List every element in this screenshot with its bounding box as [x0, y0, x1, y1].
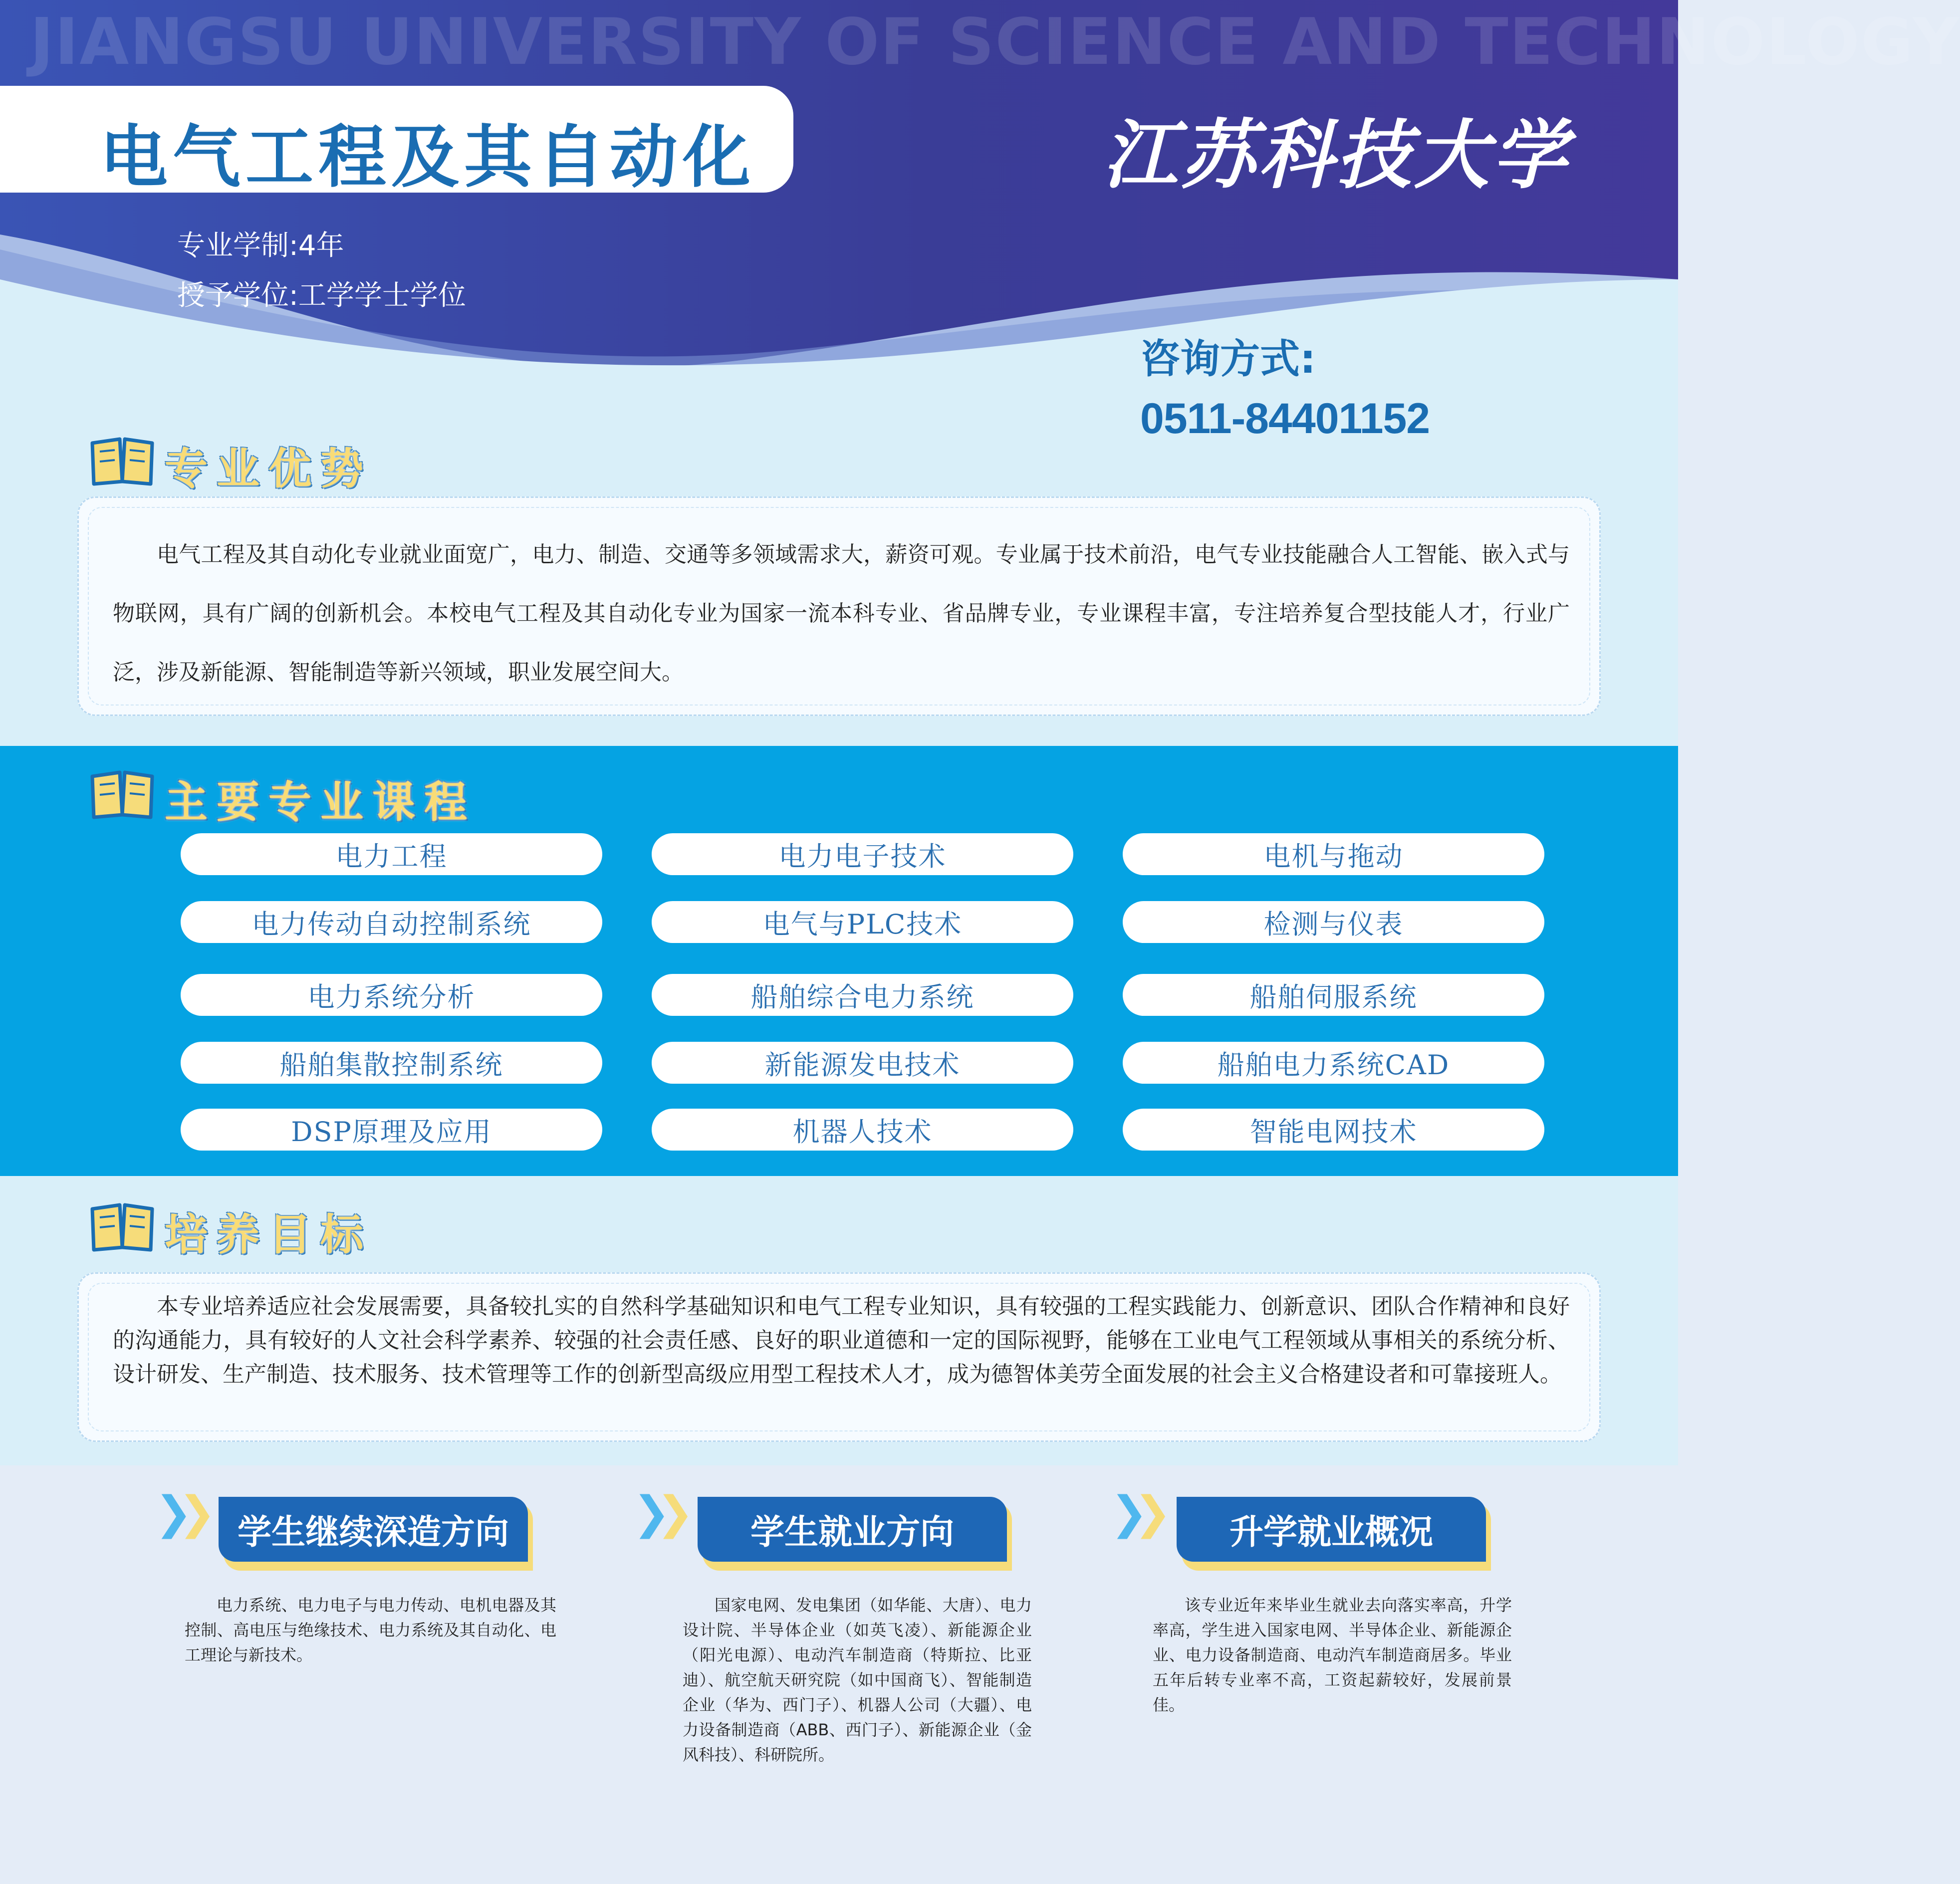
course-item: 电气与PLC技术: [652, 901, 1073, 943]
further-study-text: 电力系统、电力电子与电力传动、电机电器及其控制、高电压与绝缘技术、电力系统及其自动化、电工理论与新技术。: [185, 1596, 556, 1664]
course-item: 船舶伺服系统: [1123, 974, 1544, 1016]
employment-text: 国家电网、发电集团（如华能、大唐）、电力设计院、半导体企业（如英飞凌）、新能源企业（阳光电源）、电动汽车制造商（特斯拉、比亚迪）、航空航天研究院（如中国商飞）、智能制造企业（华为、西门子）、机器人公司（大疆）、电力设备制造商（ABB、西门子）、新能源企业（金风科技）、科研院所。: [683, 1596, 1032, 1764]
contact-phone: 0511-84401152: [1140, 395, 1430, 443]
advantages-text: 电气工程及其自动化专业就业面宽广，电力、制造、交通等多领域需求大，薪资可观。专业属于技术前沿，电气专业技能融合人工智能、嵌入式与物联网，具有广阔的创新机会。本校电气工程及其自动化专业为国家一流本科专业、省品牌专业，专业课程丰富，专注培养复合型技能人才，行业广泛，涉及新能源、智能制造等新兴领域，职业发展空间大。: [113, 542, 1570, 685]
employment-title: 学生就业方向: [698, 1497, 1007, 1562]
double-chevron-icon: ❯❯: [633, 1487, 680, 1539]
course-item: 电力传动自动控制系统: [181, 901, 602, 943]
advantages-title: 专业优势: [165, 444, 372, 494]
book-icon: [90, 767, 155, 822]
watermark: JIANGSU UNIVERSITY OF SCIENCE AND TECHNOLOGY: [30, 5, 1960, 79]
goals-title: 培养目标: [165, 1210, 372, 1260]
degree-text: 授予学位:工学学士学位: [177, 279, 466, 312]
double-chevron-icon: ❯❯: [1110, 1487, 1158, 1539]
courses-title: 主要专业课程: [165, 777, 476, 827]
course-item: 电力工程: [181, 833, 602, 875]
overview-title: 升学就业概况: [1177, 1497, 1486, 1562]
advantages-box: [77, 496, 1601, 716]
course-item: 船舶综合电力系统: [652, 974, 1073, 1016]
course-item: 船舶电力系统CAD: [1123, 1042, 1544, 1084]
book-icon: [90, 434, 155, 489]
course-item: DSP原理及应用: [181, 1109, 602, 1151]
goals-text: 本专业培养适应社会发展需要，具备较扎实的自然科学基础知识和电气工程专业知识，具有较强的工程实践能力、创新意识、团队合作精神和良好的沟通能力，具有较好的人文社会科学素养、较强的社会责任感、良好的职业道德和一定的国际视野，能够在工业电气工程领域从事相关的系统分析、设计研发、生产制造、技术服务、技术管理等工作的创新型高级应用型工程技术人才，成为德智体美劳全面发展的社会主义合格建设者和可靠接班人。: [113, 1294, 1570, 1387]
course-item: 智能电网技术: [1123, 1109, 1544, 1151]
contact-label: 咨询方式:: [1140, 336, 1316, 382]
course-item: 机器人技术: [652, 1109, 1073, 1151]
header-banner: [0, 0, 1960, 449]
overview-text: 该专业近年来毕业生就业去向落实率高，升学率高，学生进入国家电网、半导体企业、新能源企业、电力设备制造商、电动汽车制造商居多。毕业五年后转专业率不高，工资起薪较好，发展前景佳。: [1153, 1596, 1512, 1714]
goals-box: [77, 1272, 1601, 1442]
course-item: 检测与仪表: [1123, 901, 1544, 943]
duration-text: 专业学制:4年: [177, 230, 344, 262]
further-study-title: 学生继续深造方向: [219, 1497, 528, 1562]
course-item: 电力系统分析: [181, 974, 602, 1016]
university-logo-text: 江苏科技大学: [1103, 111, 1570, 199]
course-item: 新能源发电技术: [652, 1042, 1073, 1084]
major-title: 电气工程及其自动化: [100, 118, 755, 197]
course-item: 电力电子技术: [652, 833, 1073, 875]
book-icon: [90, 1200, 155, 1255]
double-chevron-icon: ❯❯: [155, 1487, 202, 1539]
course-item: 电机与拖动: [1123, 833, 1544, 875]
course-item: 船舶集散控制系统: [181, 1042, 602, 1084]
